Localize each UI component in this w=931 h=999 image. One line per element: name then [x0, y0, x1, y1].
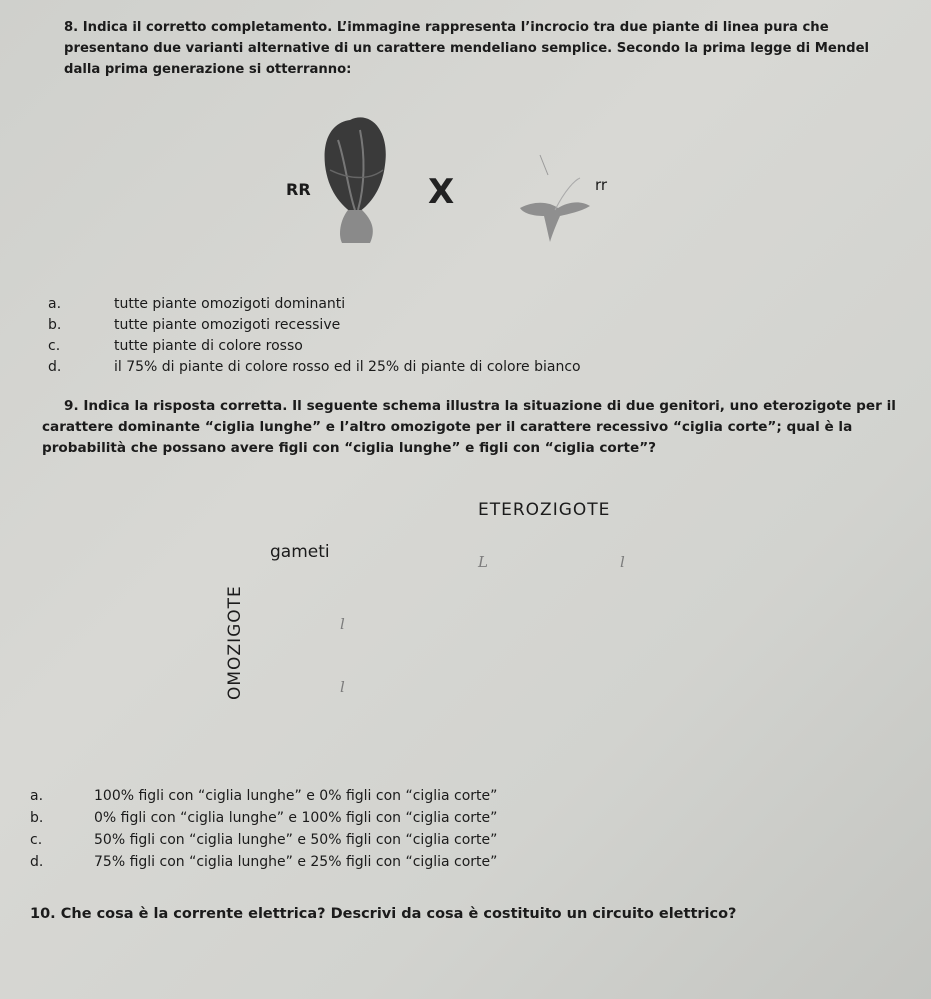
q9-option-d[interactable] [30, 854, 790, 876]
q9-option-text: 50% figli con “ciglia lunghe” e 50% figli con “ciglia corte” [94, 832, 498, 848]
q8-option-letter: b. [48, 317, 62, 333]
parent-rr-dominant-label: RR [286, 180, 311, 199]
q9-prompt-line2: carattere dominante “ciglia lunghe” e l’altro omozigote per il carattere recessivo “ciglia corte”; qual è la [42, 419, 853, 435]
q8-option-text: tutte piante omozigoti dominanti [114, 296, 346, 312]
q8-option-letter: c. [48, 338, 61, 354]
q8-option-text: tutte piante di colore rosso [114, 338, 303, 354]
q8-option-d[interactable] [48, 359, 668, 380]
gamete-col-1: L [478, 553, 488, 571]
q8-option-letter: d. [48, 359, 62, 375]
q8-option-c[interactable] [48, 338, 668, 359]
q8-options [48, 296, 668, 380]
q9-option-letter: b. [30, 810, 44, 826]
cross-figure [280, 110, 620, 260]
q9-option-a[interactable] [30, 788, 790, 810]
q9-option-letter: d. [30, 854, 44, 870]
q8-prompt-line1: 8. Indica il corretto completamento. L’immagine rappresenta l’incrocio tra due piante di linea pura che [64, 20, 829, 35]
gamete-row-2: l [340, 678, 345, 696]
q9-option-text: 0% figli con “ciglia lunghe” e 100% figli con “ciglia corte” [94, 810, 498, 826]
q8-prompt [64, 17, 904, 80]
q10-prompt: 10. Che cosa è la corrente elettrica? Descrivi da cosa è costituito un circuito elettrico? [30, 906, 737, 922]
white-flower-icon [510, 150, 600, 245]
q9-options [30, 788, 790, 876]
q8-option-text: il 75% di piante di colore rosso ed il 25% di piante di colore bianco [114, 359, 581, 375]
q9-option-letter: c. [30, 832, 43, 848]
homozygote-label: OMOZIGOTE [225, 585, 245, 700]
parent-rr-recessive-label: rr [595, 176, 608, 194]
dark-flower-icon [310, 110, 400, 245]
q8-prompt-line2: presentano due varianti alternative di un carattere mendeliano semplice. Secondo la prima legge di Mendel [64, 41, 870, 56]
q9-option-text: 75% figli con “ciglia lunghe” e 25% figli con “ciglia corte” [94, 854, 498, 870]
q8-option-text: tutte piante omozigoti recessive [114, 317, 341, 333]
q8-option-a[interactable] [48, 296, 668, 317]
q9-option-letter: a. [30, 788, 44, 804]
heterozygote-label: ETEROZIGOTE [478, 500, 611, 520]
q9-prompt-line3: probabilità che possano avere figli con “ciglia lunghe” e figli con “ciglia corte”? [42, 440, 657, 456]
gametes-label: gameti [270, 542, 330, 562]
gamete-row-1: l [340, 615, 345, 633]
q8-option-b[interactable] [48, 317, 668, 338]
q9-option-b[interactable] [30, 810, 790, 832]
q8-option-letter: a. [48, 296, 62, 312]
q9-option-text: 100% figli con “ciglia lunghe” e 0% figli con “ciglia corte” [94, 788, 498, 804]
gamete-col-2: l [620, 553, 625, 571]
q9-prompt [42, 396, 896, 459]
q9-prompt-line1: 9. Indica la risposta corretta. Il seguente schema illustra la situazione di due genitori, uno eterozigote per il [64, 398, 896, 414]
cross-symbol: X [428, 172, 455, 212]
q9-option-c[interactable] [30, 832, 790, 854]
q8-prompt-line3: dalla prima generazione si otterranno: [64, 62, 352, 77]
